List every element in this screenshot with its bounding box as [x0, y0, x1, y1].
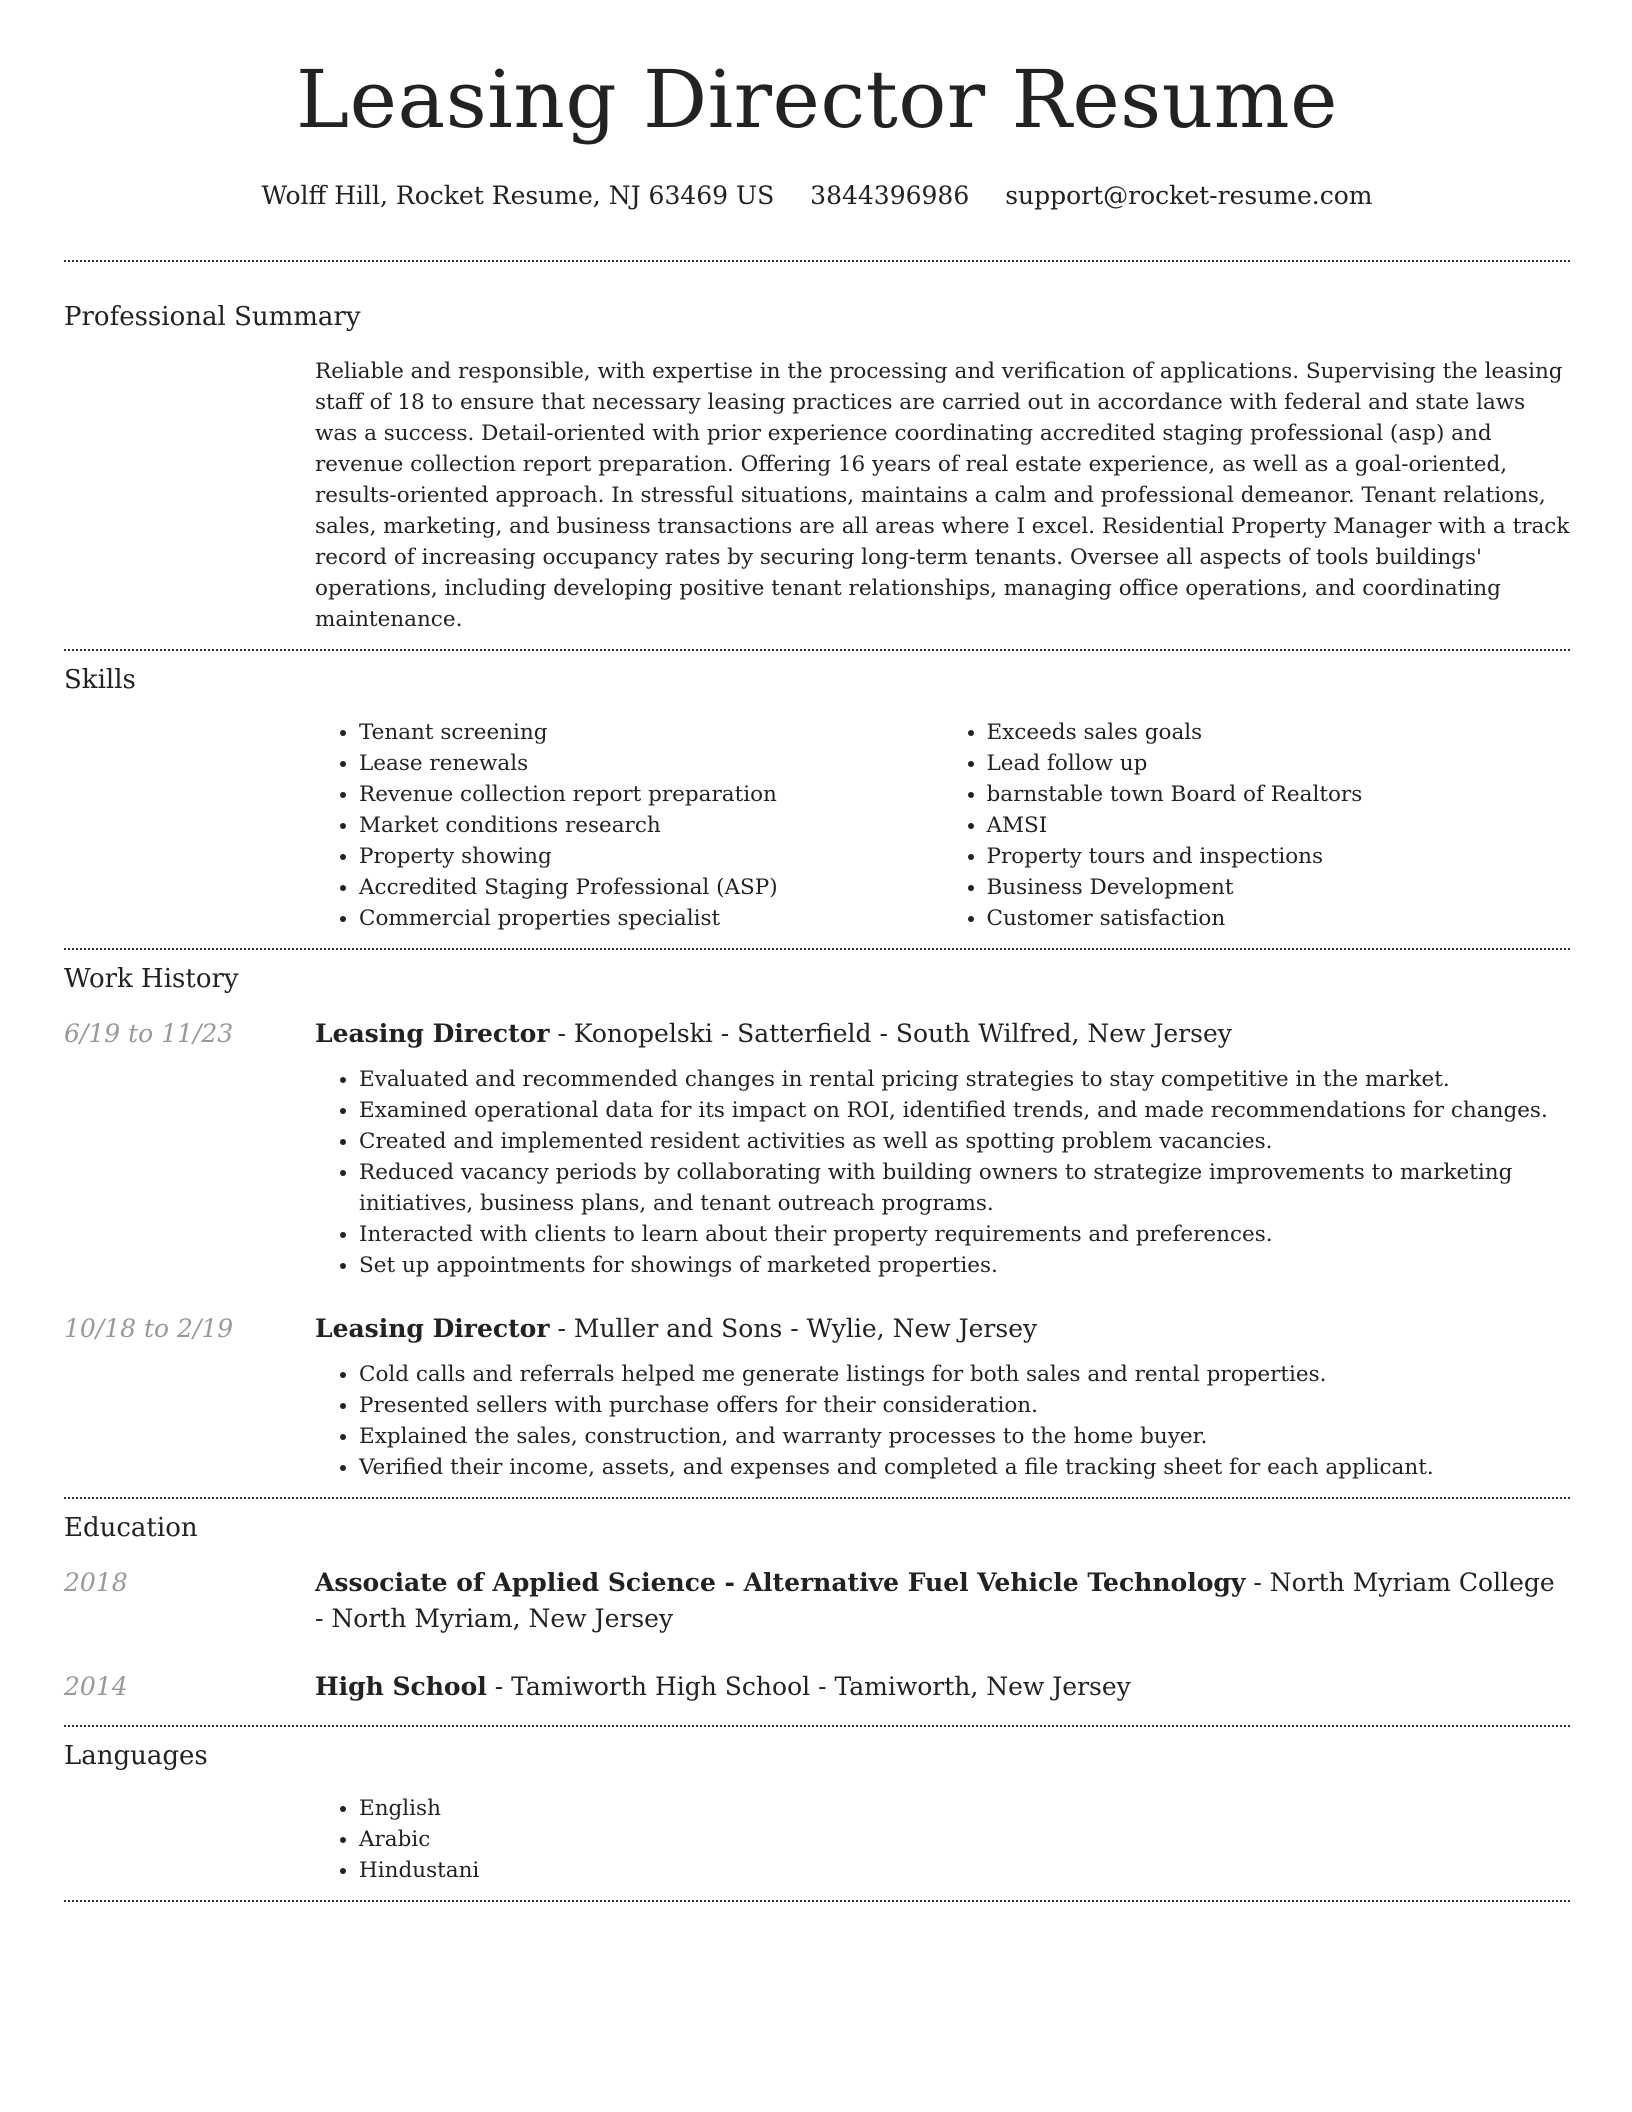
education-heading: Education: [64, 1513, 198, 1543]
languages-section: [64, 1739, 1570, 1886]
language-item: • Arabic: [359, 1824, 1570, 1855]
work-section: [64, 962, 1570, 1483]
resume-title: Leasing Director Resume: [296, 53, 1338, 146]
job-entry: [64, 1016, 1570, 1281]
job-bullet: • Interacted with clients to learn about their property requirements and preferences.: [359, 1219, 1570, 1250]
divider: [64, 260, 1570, 262]
language-item: • English: [359, 1793, 1570, 1824]
skill-item: • Property tours and inspections: [987, 841, 1571, 872]
divider: [64, 1725, 1570, 1727]
contact-email[interactable]: support@rocket-resume.com: [1005, 181, 1373, 210]
skills-grid: [315, 717, 1570, 934]
education-heading-line: [315, 1565, 1570, 1637]
job-bullet: • Cold calls and referrals helped me generate listings for both sales and rental properties.: [359, 1359, 1570, 1390]
skill-item: • barnstable town Board of Realtors: [987, 779, 1571, 810]
job-bullet: • Examined operational data for its impact on ROI, identified trends, and made recommendations for changes.: [359, 1095, 1570, 1126]
contact-line: [64, 180, 1570, 212]
skill-item: • Lead follow up: [987, 748, 1571, 779]
divider: [64, 1497, 1570, 1499]
education-body: [315, 1669, 1570, 1705]
job-bullets: [315, 1359, 1570, 1483]
skill-item: • Tenant screening: [359, 717, 943, 748]
job-entry: [64, 1311, 1570, 1483]
job-bullet: • Verified their income, assets, and expenses and completed a file tracking sheet for each applicant.: [359, 1452, 1570, 1483]
skill-item: • Revenue collection report preparation: [359, 779, 943, 810]
divider: [64, 1900, 1570, 1902]
skill-item: • Market conditions research: [359, 810, 943, 841]
summary-section: [64, 300, 1570, 635]
contact-phone: 3844396986: [810, 181, 970, 210]
skill-item: • Customer satisfaction: [987, 903, 1571, 934]
languages-content: [315, 1793, 1570, 1886]
job-body: [315, 1311, 1570, 1483]
work-heading: Work History: [64, 964, 239, 994]
education-degree: High School: [315, 1672, 487, 1701]
education-details: - Tamiworth High School - Tamiworth, New Jersey: [486, 1672, 1131, 1701]
job-heading: [315, 1311, 1570, 1347]
divider: [64, 649, 1570, 651]
education-entry: [64, 1669, 1570, 1705]
job-dates: 10/18 to 2/19: [64, 1314, 234, 1343]
education-year: 2018: [64, 1568, 128, 1597]
education-degree: Associate of Applied Science - Alternative Fuel Vehicle Technology: [315, 1568, 1246, 1597]
skill-item: • Lease renewals: [359, 748, 943, 779]
job-bullet: • Created and implemented resident activities as well as spotting problem vacancies.: [359, 1126, 1570, 1157]
languages-heading: Languages: [64, 1741, 208, 1771]
skill-item: • Accredited Staging Professional (ASP): [359, 872, 943, 903]
summary-text: Reliable and responsible, with expertise in the processing and verification of applications. Supervising the leasing staff of 18 to ensure that necessary leasing practices are carried out in accordance with federal and state laws was a success. Detail-oriented with prior experience coordinating accredited staging professional (asp) and revenue collection report preparation. Offering 16 years of real estate experience, as well as a goal-oriented, results-oriented approach. In stressful situations, maintains a calm and professional demeanor. Tenant relations, sales, marketing, and business transactions are all areas where I excel. Residential Property Manager with a track record of increasing occupancy rates by securing long-term tenants. Oversee all aspects of tools buildings' operations, including developing positive tenant relationships, managing office operations, and coordinating maintenance.: [315, 359, 1570, 632]
education-section: [64, 1511, 1570, 1705]
job-details: - Konopelski - Satterfield - South Wilfred, New Jersey: [549, 1019, 1232, 1048]
education-heading-line: [315, 1669, 1570, 1705]
job-bullet: • Evaluated and recommended changes in rental pricing strategies to stay competitive in the market.: [359, 1064, 1570, 1095]
job-bullets: [315, 1064, 1570, 1281]
job-details: - Muller and Sons - Wylie, New Jersey: [549, 1314, 1038, 1343]
education-details: - North Myriam College - North Myriam, New Jersey: [315, 1568, 1555, 1633]
contact-address: Wolff Hill, Rocket Resume, NJ 63469 US: [261, 181, 775, 210]
skill-item: • Property showing: [359, 841, 943, 872]
job-bullet: • Set up appointments for showings of marketed properties.: [359, 1250, 1570, 1281]
resume-page: [64, 0, 1570, 1902]
job-bullet: • Explained the sales, construction, and warranty processes to the home buyer.: [359, 1421, 1570, 1452]
education-year: 2014: [64, 1672, 128, 1701]
job-title: Leasing Director: [315, 1314, 550, 1343]
skills-list-left: [315, 717, 943, 934]
skill-item: • AMSI: [987, 810, 1571, 841]
job-bullet: • Reduced vacancy periods by collaborating with building owners to strategize improvements to marketing initiatives, business plans, and tenant outreach programs.: [359, 1157, 1570, 1219]
job-dates: 6/19 to 11/23: [64, 1019, 234, 1048]
skills-list-right: [943, 717, 1571, 934]
skill-item: • Exceeds sales goals: [987, 717, 1571, 748]
job-bullet: • Presented sellers with purchase offers for their consideration.: [359, 1390, 1570, 1421]
skill-item: • Commercial properties specialist: [359, 903, 943, 934]
skills-heading: Skills: [64, 665, 136, 695]
languages-list: [315, 1793, 1570, 1886]
skills-section: [64, 663, 1570, 934]
education-entry: [64, 1565, 1570, 1637]
job-title: Leasing Director: [315, 1019, 550, 1048]
language-item: • Hindustani: [359, 1855, 1570, 1886]
summary-heading: Professional Summary: [64, 302, 361, 332]
skill-item: • Business Development: [987, 872, 1571, 903]
job-body: [315, 1016, 1570, 1281]
education-body: [315, 1565, 1570, 1637]
job-heading: [315, 1016, 1570, 1052]
divider: [64, 948, 1570, 950]
